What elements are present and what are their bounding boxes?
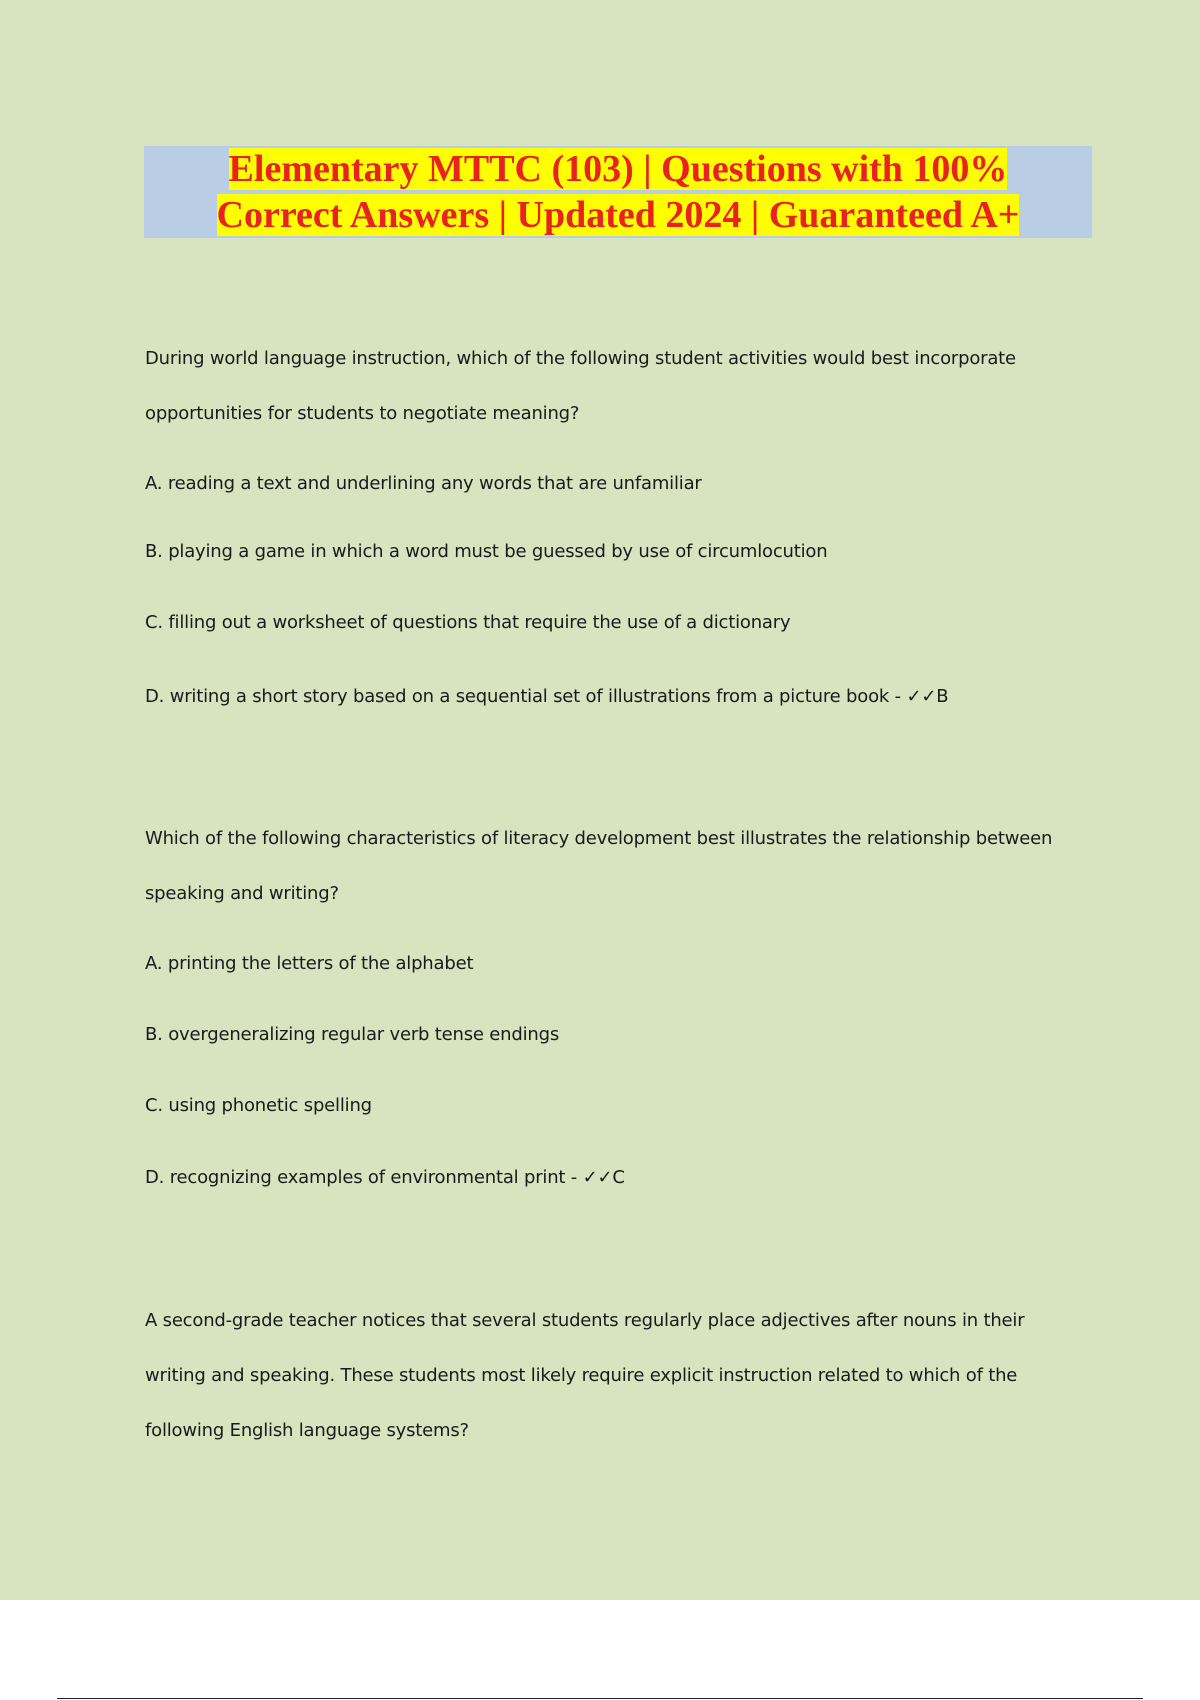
question-2-text [145,811,1085,921]
question-1-option-c: C. filling out a worksheet of questions that require the use of a dictionary [145,612,791,633]
question-1-line-2: opportunities for students to negotiate meaning? [145,403,580,424]
title-line-2: Correct Answers | Updated 2024 | Guaranteed A+ [216,194,1020,236]
question-2-option-a: A. printing the letters of the alphabet [145,953,474,974]
question-1-text [145,331,1085,441]
question-1-option-d-answer: D. writing a short story based on a sequential set of illustrations from a picture book - ✓✓B [145,686,949,707]
question-2-line-1: Which of the following characteristics of literacy development best illustrates the relationship between [145,828,1053,849]
question-2-option-d-answer: D. recognizing examples of environmental print - ✓✓C [145,1167,625,1188]
title-line-1: Elementary MTTC (103) | Questions with 100% [228,148,1008,190]
document-title [144,146,1092,238]
question-3-line-1: A second-grade teacher notices that several students regularly place adjectives after nouns in their [145,1310,1025,1331]
question-1-line-1: During world language instruction, which of the following student activities would best incorporate [145,348,1016,369]
question-2-option-b: B. overgeneralizing regular verb tense endings [145,1024,560,1045]
question-3-line-2: writing and speaking. These students most likely require explicit instruction related to which of the [145,1365,1018,1386]
question-3-text [145,1293,1085,1458]
question-3-line-3: following English language systems? [145,1420,469,1441]
question-2-line-2: speaking and writing? [145,883,339,904]
question-1-option-a: A. reading a text and underlining any words that are unfamiliar [145,473,702,494]
footer-rule [57,1698,1143,1699]
question-2-option-c: C. using phonetic spelling [145,1095,372,1116]
question-1-option-b: B. playing a game in which a word must be guessed by use of circumlocution [145,541,828,562]
